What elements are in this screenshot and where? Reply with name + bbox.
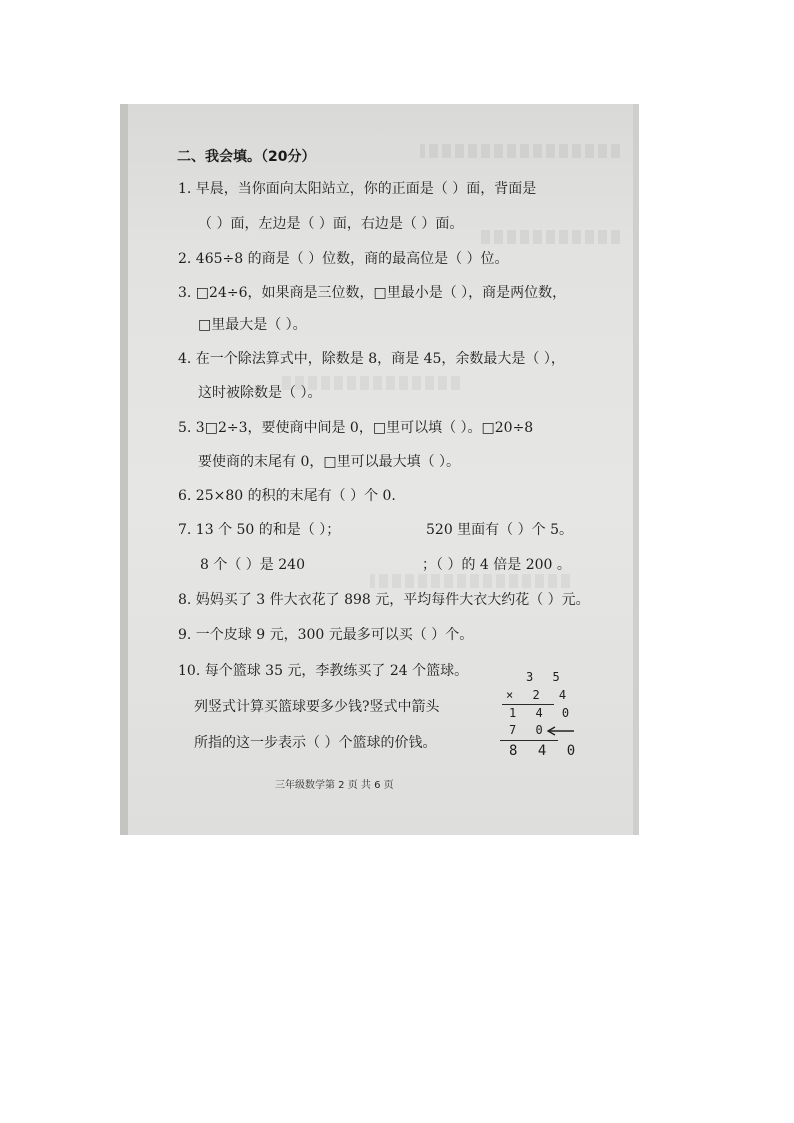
question-7-part-2: 520 里面有（ ）个 5。 — [426, 522, 573, 538]
question-4-line-1: 4. 在一个除法算式中，除数是 8，商是 45，余数最大是（ ）， — [178, 351, 565, 367]
question-9: 9. 一个皮球 9 元，300 元最多可以买（ ）个。 — [178, 627, 474, 643]
question-6: 6. 25×80 的积的末尾有（ ）个 0. — [178, 488, 396, 504]
calc-multiplicand: 3 5 — [526, 670, 566, 684]
bleed-through-text — [420, 144, 620, 158]
arrow-left-icon — [546, 726, 574, 736]
question-10-line-1: 10. 每个篮球 35 元，李教练买了 24 个篮球。 — [178, 663, 469, 679]
question-7-part-4: ；（ ）的 4 倍是 200 。 — [422, 557, 571, 573]
bleed-through-text — [480, 230, 620, 244]
question-5-line-1: 5. 3□2÷3，要使商中间是 0，□里可以填（ ）。□20÷8 — [178, 420, 534, 436]
question-7-part-1: 7. 13 个 50 的和是（ ）； — [178, 522, 341, 538]
calc-product: 8 4 0 — [509, 743, 582, 759]
question-10-line-3: 所指的这一步表示（ ）个篮球的价钱。 — [194, 735, 437, 751]
question-3-line-2: □里最大是（ ）。 — [198, 317, 307, 333]
section-title: 二、我会填。（20分） — [177, 149, 316, 165]
calc-multiplier: × 2 4 — [506, 688, 573, 702]
question-1-line-1: 1. 早晨，当你面向太阳站立，你的正面是（ ）面，背面是 — [178, 181, 537, 197]
question-1-line-2: （ ）面，左边是（ ）面，右边是（ ）面。 — [198, 216, 464, 232]
question-3-line-1: 3. □24÷6，如果商是三位数，□里最小是（ ），商是两位数， — [178, 285, 567, 301]
calc-partial-product-1: 1 4 0 — [509, 706, 576, 720]
question-10-line-2: 列竖式计算买篮球要多少钱?竖式中箭头 — [194, 699, 440, 715]
question-5-line-2: 要使商的末尾有 0，□里可以最大填（ ）。 — [198, 454, 461, 470]
calc-rule-2 — [500, 740, 558, 741]
question-4-line-2: 这时被除数是（ ）。 — [198, 385, 322, 401]
calc-partial-product-2: 7 0 — [509, 723, 549, 737]
question-7-part-3: 8 个（ ）是 240 — [200, 557, 305, 573]
page-footer: 三年级数学第 2 页 共 6 页 — [275, 780, 394, 791]
question-2: 2. 465÷8 的商是（ ）位数，商的最高位是（ ）位。 — [178, 251, 509, 267]
bleed-through-text — [370, 574, 570, 588]
calc-rule-1 — [502, 704, 554, 705]
question-8: 8. 妈妈买了 3 件大衣花了 898 元，平均每件大衣大约花（ ）元。 — [178, 592, 590, 608]
vertical-multiplication — [496, 670, 582, 770]
exam-page-photo — [120, 104, 639, 835]
